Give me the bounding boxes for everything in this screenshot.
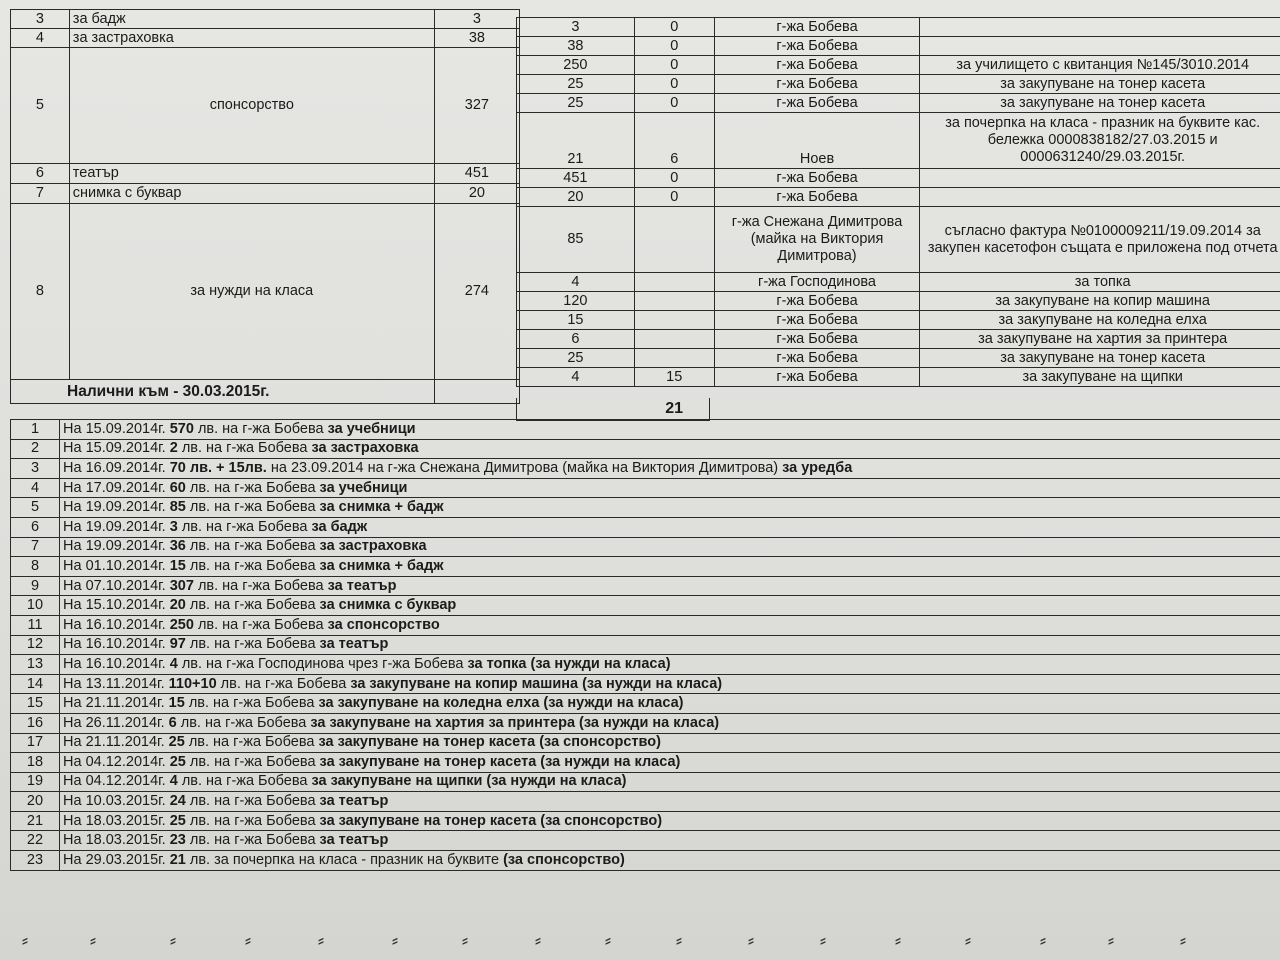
entry-date: На 19.09.2014г. [63, 499, 166, 516]
entry-text [60, 772, 1280, 792]
entry-purpose: за закупуване на копир машина (за нужди на класа) [350, 675, 723, 692]
entry-amount: 25 [169, 812, 186, 829]
expense-note: за закупуване на тонер касета [920, 349, 1280, 368]
bottom-edge-marks [0, 920, 1280, 960]
entry-number: 10 [11, 596, 60, 616]
responsible-person: г-жа Бобева [714, 37, 920, 56]
entry-recipient: на 23.09.2014 на г-жа Снежана Димитрова (майка на Виктория Димитрова) [270, 459, 779, 476]
expense-note [920, 37, 1280, 56]
category-row [11, 204, 520, 380]
expense-note [920, 169, 1280, 188]
entry-row [11, 596, 1280, 616]
spent-amount: 3 [517, 18, 635, 37]
expense-row [517, 330, 1280, 349]
entry-number: 2 [11, 439, 60, 459]
spent-amount: 250 [517, 56, 635, 75]
entry-purpose: за учебници [327, 420, 416, 437]
expense-row [517, 37, 1280, 56]
entry-date: На 07.10.2014г. [63, 577, 166, 594]
entry-number: 18 [11, 753, 60, 773]
entry-recipient: лв. на г-жа Бобева [197, 420, 324, 437]
expense-row [517, 273, 1280, 292]
entry-recipient: лв. на г-жа Бобева [189, 479, 316, 496]
category-amount: 274 [434, 204, 519, 380]
entry-recipient: лв. на г-жа Бобева [188, 734, 315, 751]
entry-purpose: (за спонсорство) [503, 851, 625, 868]
entry-purpose: за топка (за нужди на класа) [467, 655, 671, 672]
entry-recipient: лв. на г-жа Бобева [189, 793, 316, 810]
entry-date: На 01.10.2014г. [63, 557, 166, 574]
category-row [11, 184, 520, 204]
entry-number: 11 [11, 615, 60, 635]
entry-text [60, 811, 1280, 831]
entry-amount: 6 [168, 714, 177, 731]
entry-recipient: лв. на г-жа Бобева [220, 675, 347, 692]
entry-purpose: за спонсорство [327, 616, 440, 633]
entry-row [11, 439, 1280, 459]
entry-purpose: за закупуване на хартия за принтера (за нужди на класа) [310, 714, 720, 731]
edge-mark: ⸗ [318, 930, 324, 950]
entry-text [60, 713, 1280, 733]
entry-date: На 19.09.2014г. [63, 538, 166, 555]
entry-text [60, 615, 1280, 635]
entry-amount: 25 [169, 753, 186, 770]
spent-amount: 25 [517, 75, 635, 94]
entry-number: 3 [11, 459, 60, 479]
entry-recipient: лв. на г-жа Бобева [180, 714, 307, 731]
spent-amount: 85 [517, 207, 635, 273]
entry-recipient: лв. на г-жа Бобева [189, 636, 316, 653]
entry-number: 19 [11, 772, 60, 792]
row-number: 8 [11, 204, 70, 380]
category-amount: 451 [434, 164, 519, 184]
entry-recipient: лв. на г-жа Бобева [188, 695, 315, 712]
expense-note: за закупуване на хартия за принтера [920, 330, 1280, 349]
category-amount: 327 [434, 48, 519, 164]
entry-amount: 307 [169, 577, 194, 594]
entry-text [60, 831, 1280, 851]
entry-purpose: за закупуване на тонер касета (за спонсорство) [319, 812, 663, 829]
entry-row [11, 635, 1280, 655]
entry-amount: 70 лв. + 15лв. [169, 459, 267, 476]
entry-row [11, 655, 1280, 675]
expense-detail-table [516, 17, 1280, 387]
entry-row [11, 674, 1280, 694]
edge-mark: ⸗ [965, 930, 971, 950]
entry-recipient: лв. за почерпка на класа - празник на буквите [189, 851, 500, 868]
spent-amount: 451 [517, 169, 635, 188]
entry-amount: 110+10 [168, 675, 217, 692]
remaining-amount: 6 [634, 113, 714, 169]
spent-amount: 6 [517, 330, 635, 349]
entry-amount: 3 [169, 518, 178, 535]
entry-date: На 04.12.2014г. [63, 753, 166, 770]
expense-note: за топка [920, 273, 1280, 292]
total-value: 21 [665, 400, 683, 417]
payment-entries-table [10, 419, 1280, 871]
expense-row [517, 169, 1280, 188]
category-amount: 20 [434, 184, 519, 204]
remaining-amount [634, 311, 714, 330]
expense-note: съгласно фактура №0100009211/19.09.2014 за закупен касетофон същата е приложена под отчета [920, 207, 1280, 273]
remaining-amount: 0 [634, 94, 714, 113]
category-name: за застраховка [69, 29, 434, 48]
entry-date: На 04.12.2014г. [63, 773, 166, 790]
entry-recipient: лв. на г-жа Бобева [181, 773, 308, 790]
remaining-amount: 0 [634, 75, 714, 94]
row-number: 5 [11, 48, 70, 164]
entry-date: На 16.10.2014г. [63, 655, 166, 672]
row-number: 4 [11, 29, 70, 48]
entry-purpose: за бадж [311, 518, 368, 535]
entry-purpose: за закупуване на коледна елха (за нужди на класа) [318, 695, 684, 712]
entry-recipient: лв. на г-жа Бобева [189, 557, 316, 574]
entry-text [60, 596, 1280, 616]
remaining-amount [634, 207, 714, 273]
category-name: за нужди на класа [69, 204, 434, 380]
edge-mark: ⸗ [1180, 930, 1186, 950]
expense-row [517, 56, 1280, 75]
entry-recipient: лв. на г-жа Бобева [189, 753, 316, 770]
entry-number: 16 [11, 713, 60, 733]
entry-amount: 97 [169, 636, 186, 653]
responsible-person: г-жа Бобева [714, 169, 920, 188]
spent-amount: 25 [517, 349, 635, 368]
responsible-person: г-жа Бобева [714, 56, 920, 75]
remaining-amount [634, 292, 714, 311]
entry-text [60, 792, 1280, 812]
total-spacer [434, 380, 519, 404]
entry-row [11, 537, 1280, 557]
expense-row [517, 292, 1280, 311]
entry-date: На 26.11.2014г. [63, 714, 165, 731]
entry-row [11, 615, 1280, 635]
responsible-person: г-жа Бобева [714, 349, 920, 368]
edge-mark: ⸗ [1040, 930, 1046, 950]
responsible-person: г-жа Бобева [714, 330, 920, 349]
entry-number: 6 [11, 517, 60, 537]
responsible-person: г-жа Бобева [714, 18, 920, 37]
row-number: 7 [11, 184, 70, 204]
entry-amount: 23 [169, 832, 186, 849]
entry-amount: 25 [168, 734, 185, 751]
expense-row [517, 349, 1280, 368]
entry-amount: 24 [169, 793, 186, 810]
entry-text [60, 635, 1280, 655]
entry-recipient: лв. на г-жа Бобева [197, 577, 324, 594]
remaining-amount: 0 [634, 169, 714, 188]
entry-row [11, 811, 1280, 831]
entry-number: 23 [11, 851, 60, 871]
entry-number: 15 [11, 694, 60, 714]
spent-amount: 21 [517, 113, 635, 169]
entry-text [60, 517, 1280, 537]
category-name: снимка с буквар [69, 184, 434, 204]
total-row [11, 380, 520, 404]
entry-text [60, 576, 1280, 596]
entry-row [11, 498, 1280, 518]
entry-number: 14 [11, 674, 60, 694]
expense-note: за закупуване на тонер касета [920, 94, 1280, 113]
expense-note: за почерпка на класа - празник на буквите кас. бележка 0000838182/27.03.2015 и 0000631240/29.03.2015г. [920, 113, 1280, 169]
entry-recipient: лв. на г-жа Бобева [189, 538, 316, 555]
expense-note: за закупуване на щипки [920, 368, 1280, 387]
entry-purpose: за театър [319, 636, 389, 653]
spent-amount: 38 [517, 37, 635, 56]
entry-amount: 21 [169, 851, 186, 868]
entry-date: На 16.09.2014г. [63, 459, 166, 476]
spent-amount: 120 [517, 292, 635, 311]
expense-row [517, 188, 1280, 207]
entry-row [11, 557, 1280, 577]
entry-number: 21 [11, 811, 60, 831]
entry-recipient: лв. на г-жа Бобева [181, 440, 308, 457]
entry-purpose: за закупуване на щипки (за нужди на класа) [311, 773, 627, 790]
entry-number: 22 [11, 831, 60, 851]
responsible-person: г-жа Бобева [714, 188, 920, 207]
responsible-person: г-жа Бобева [714, 368, 920, 387]
entry-number: 5 [11, 498, 60, 518]
entry-text [60, 674, 1280, 694]
entry-row [11, 694, 1280, 714]
entry-amount: 250 [169, 616, 194, 633]
entry-row [11, 792, 1280, 812]
entry-number: 20 [11, 792, 60, 812]
entry-date: На 13.11.2014г. [63, 675, 165, 692]
entry-purpose: за закупуване на тонер касета (за спонсорство) [318, 734, 661, 751]
entry-amount: 20 [169, 597, 186, 614]
expense-row [517, 207, 1280, 273]
expense-row [517, 94, 1280, 113]
remaining-amount: 0 [634, 188, 714, 207]
expense-note: за училището с квитанция №145/3010.2014 [920, 56, 1280, 75]
category-name: театър [69, 164, 434, 184]
entry-date: На 16.10.2014г. [63, 636, 166, 653]
spent-amount: 15 [517, 311, 635, 330]
entry-row [11, 478, 1280, 498]
entry-number: 1 [11, 420, 60, 440]
entry-text [60, 537, 1280, 557]
entry-purpose: за театър [319, 832, 389, 849]
edge-mark: ⸗ [245, 930, 251, 950]
entry-text [60, 420, 1280, 440]
entry-recipient: лв. на г-жа Бобева [197, 616, 324, 633]
category-row [11, 10, 520, 29]
entry-number: 7 [11, 537, 60, 557]
remaining-amount [634, 330, 714, 349]
entry-amount: 570 [169, 420, 194, 437]
entry-date: На 29.03.2015г. [63, 851, 166, 868]
expense-row [517, 311, 1280, 330]
responsible-person: Ноев [714, 113, 920, 169]
edge-mark: ⸗ [1108, 930, 1114, 950]
expense-note: за закупуване на тонер касета [920, 75, 1280, 94]
entry-recipient: лв. на г-жа Бобева [189, 597, 316, 614]
edge-mark: ⸗ [605, 930, 611, 950]
expense-note [920, 18, 1280, 37]
expense-row [517, 113, 1280, 169]
edge-mark: ⸗ [535, 930, 541, 950]
edge-mark: ⸗ [462, 930, 468, 950]
entry-amount: 85 [169, 499, 186, 516]
responsible-person: г-жа Бобева [714, 311, 920, 330]
entry-amount: 60 [169, 479, 186, 496]
total-label: Налични към - 30.03.2015г. [11, 380, 435, 404]
entry-recipient: лв. на г-жа Бобева [181, 518, 308, 535]
expense-note [920, 188, 1280, 207]
entry-number: 12 [11, 635, 60, 655]
entry-date: На 15.09.2014г. [63, 420, 166, 437]
category-row [11, 48, 520, 164]
remaining-amount [634, 273, 714, 292]
entry-purpose: за театър [319, 793, 389, 810]
expense-note: за закупуване на копир машина [920, 292, 1280, 311]
expense-row [517, 368, 1280, 387]
entry-date: На 21.11.2014г. [63, 695, 165, 712]
responsible-person: г-жа Бобева [714, 292, 920, 311]
entry-amount: 4 [169, 655, 178, 672]
entry-purpose: за снимка + бадж [319, 499, 444, 516]
entry-purpose: за застраховка [319, 538, 427, 555]
entry-number: 17 [11, 733, 60, 753]
entry-purpose: за снимка + бадж [319, 557, 444, 574]
spent-amount: 25 [517, 94, 635, 113]
edge-mark: ⸗ [820, 930, 826, 950]
entry-recipient: лв. на г-жа Бобева [189, 832, 316, 849]
category-row [11, 164, 520, 184]
edge-mark: ⸗ [90, 930, 96, 950]
spent-amount: 20 [517, 188, 635, 207]
entry-purpose: за театър [327, 577, 397, 594]
entry-text [60, 753, 1280, 773]
remaining-amount [634, 349, 714, 368]
entry-text [60, 851, 1280, 871]
entry-date: На 21.11.2014г. [63, 734, 165, 751]
remaining-amount: 0 [634, 56, 714, 75]
entry-row [11, 772, 1280, 792]
edge-mark: ⸗ [170, 930, 176, 950]
entry-purpose: за снимка с буквар [319, 597, 457, 614]
entry-date: На 17.09.2014г. [63, 479, 166, 496]
entry-date: На 19.09.2014г. [63, 518, 166, 535]
entry-row [11, 851, 1280, 871]
responsible-person: г-жа Бобева [714, 94, 920, 113]
entry-date: На 18.03.2015г. [63, 832, 166, 849]
entry-text [60, 498, 1280, 518]
entry-recipient: лв. на г-жа Бобева [189, 812, 316, 829]
responsible-person: г-жа Снежана Димитрова (майка на Виктория Димитрова) [714, 207, 920, 273]
entry-amount: 4 [169, 773, 178, 790]
category-name: за бадж [69, 10, 434, 29]
entry-purpose: за закупуване на тонер касета (за нужди на класа) [319, 753, 681, 770]
entry-row [11, 517, 1280, 537]
remaining-amount: 0 [634, 37, 714, 56]
spent-amount: 4 [517, 368, 635, 387]
entry-text [60, 694, 1280, 714]
entry-text [60, 557, 1280, 577]
edge-mark: ⸗ [748, 930, 754, 950]
edge-mark: ⸗ [895, 930, 901, 950]
entry-purpose: за уредба [782, 459, 853, 476]
entry-row [11, 576, 1280, 596]
entry-text [60, 733, 1280, 753]
edge-mark: ⸗ [392, 930, 398, 950]
entry-row [11, 420, 1280, 440]
entry-text [60, 478, 1280, 498]
entry-text [60, 459, 1280, 479]
responsible-person: г-жа Господинова [714, 273, 920, 292]
responsible-person: г-жа Бобева [714, 75, 920, 94]
expense-row [517, 18, 1280, 37]
entry-purpose: за учебници [319, 479, 408, 496]
entry-date: На 16.10.2014г. [63, 616, 166, 633]
entry-row [11, 713, 1280, 733]
entry-amount: 15 [169, 557, 186, 574]
entry-amount: 2 [169, 440, 178, 457]
entry-amount: 36 [169, 538, 186, 555]
category-table [10, 9, 520, 404]
entry-number: 13 [11, 655, 60, 675]
entry-amount: 15 [168, 695, 185, 712]
entry-date: На 18.03.2015г. [63, 812, 166, 829]
category-amount: 3 [434, 10, 519, 29]
row-number: 6 [11, 164, 70, 184]
edge-mark: ⸗ [22, 930, 28, 950]
entry-purpose: за застраховка [311, 440, 419, 457]
category-row [11, 29, 520, 48]
entry-row [11, 831, 1280, 851]
entry-recipient: лв. на г-жа Бобева [189, 499, 316, 516]
category-amount: 38 [434, 29, 519, 48]
entry-row [11, 459, 1280, 479]
spent-amount: 4 [517, 273, 635, 292]
remaining-amount: 0 [634, 18, 714, 37]
entry-text [60, 655, 1280, 675]
entry-row [11, 753, 1280, 773]
total-value-box [516, 398, 710, 421]
entry-date: На 15.10.2014г. [63, 597, 166, 614]
category-name: спонсорство [69, 48, 434, 164]
edge-mark: ⸗ [676, 930, 682, 950]
row-number: 3 [11, 10, 70, 29]
entry-date: На 10.03.2015г. [63, 793, 166, 810]
entry-number: 4 [11, 478, 60, 498]
entry-text [60, 439, 1280, 459]
remaining-amount: 15 [634, 368, 714, 387]
entry-row [11, 733, 1280, 753]
entry-number: 8 [11, 557, 60, 577]
entry-number: 9 [11, 576, 60, 596]
expense-note: за закупуване на коледна елха [920, 311, 1280, 330]
expense-row [517, 75, 1280, 94]
entry-recipient: лв. на г-жа Господинова чрез г-жа Бобева [181, 655, 464, 672]
entry-date: На 15.09.2014г. [63, 440, 166, 457]
